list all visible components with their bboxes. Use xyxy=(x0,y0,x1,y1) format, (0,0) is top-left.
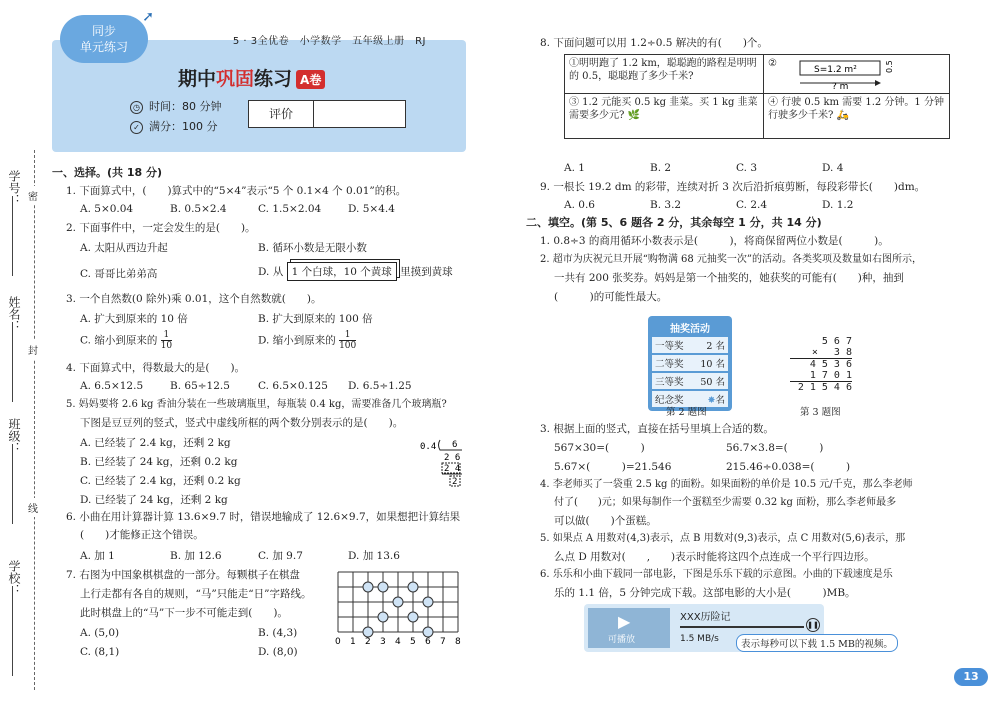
q8-case2 xyxy=(764,55,950,94)
q2-text: 2. 下面事件中，一定会发生的是( )。 xyxy=(66,222,256,234)
board-x-label: 1 xyxy=(350,637,356,647)
badge-line1: 同步 xyxy=(91,24,116,38)
fold-mark-feng: 封 xyxy=(28,340,38,359)
time-text: 时间：80 分钟 xyxy=(149,100,222,113)
q9-option-d[interactable]: D. 1.2 xyxy=(822,199,854,211)
class-label: 班级： xyxy=(7,418,21,454)
scooter-icon: 🛵 xyxy=(836,110,850,121)
q1-option-b[interactable]: B. 0.5×2.4 xyxy=(170,203,227,215)
height-label: 0.5 m xyxy=(885,57,895,73)
q2-d-prefix: D. 从 xyxy=(258,266,284,278)
chives-icon: 🌿 xyxy=(627,110,641,121)
q3-c-prefix: C. 缩小到原来的 xyxy=(80,334,158,347)
page-title xyxy=(178,64,325,91)
score-text: 满分：100 分 xyxy=(149,120,218,133)
area-label: S=1.2 m² xyxy=(814,65,857,75)
chess-piece xyxy=(423,627,433,637)
q4-text: 4. 下面算式中，得数最大的是( )。 xyxy=(66,362,246,374)
q6-option-d[interactable]: D. 加 13.6 xyxy=(348,550,400,562)
q5-division-figure xyxy=(418,436,464,488)
q5-option-b[interactable]: B. 已经装了 24 kg，还剩 0.2 kg xyxy=(80,456,238,468)
quotient: 6 xyxy=(452,440,458,450)
chess-board xyxy=(328,566,470,654)
board-x-label: 2 xyxy=(365,637,371,647)
board-x-label: 3 xyxy=(380,637,386,647)
q5-option-a[interactable]: A. 已经装了 2.4 kg，还剩 2 kg xyxy=(80,437,231,449)
lottery-row: 二等奖 10 名 xyxy=(652,355,728,371)
section1-title: 一、选择。(共 18 分) xyxy=(52,166,163,179)
star-icon: ✸ xyxy=(707,395,716,406)
section2-title: 二、填空。(第 5、6 题各 2 分，其余每空 1 分，共 14 分) xyxy=(526,216,822,229)
remainder: 2 xyxy=(452,477,458,487)
name-label: 姓名： xyxy=(7,296,21,332)
partial-product: 2 4 xyxy=(444,464,461,474)
q9-option-a[interactable]: A. 0.6 xyxy=(564,199,595,211)
q7-line1: 7. 右图为中国象棋棋盘的一部分。每颗棋子在棋盘 xyxy=(66,569,300,581)
q5-line2: 下图是豆豆列的竖式，竖式中虚线所框的两个数分别表示的是( )。 xyxy=(80,417,404,429)
lottery-row: 三等奖 50 名 xyxy=(652,373,728,389)
lottery-row: 一等奖 2 名 xyxy=(652,337,728,353)
f3-eq3[interactable]: 5.67×( )=21.546 xyxy=(554,461,672,473)
q8-option-b[interactable]: B. 2 xyxy=(650,162,672,174)
f2-line3: ( )的可能性最大。 xyxy=(554,291,668,303)
q4-option-d[interactable]: D. 6.5÷1.25 xyxy=(348,380,412,392)
q3-d-prefix: D. 缩小到原来的 xyxy=(258,334,336,347)
class-blank[interactable] xyxy=(12,444,13,524)
q9-option-c[interactable]: C. 2.4 xyxy=(736,199,768,211)
q5-line1: 5. 妈妈要将 2.6 kg 香油分装在一些玻璃瓶里，每瓶装 0.4 kg，需要准备几个玻璃瓶? xyxy=(66,399,447,410)
right-page xyxy=(500,0,1000,708)
q3-option-c[interactable] xyxy=(80,330,172,351)
q1-option-c[interactable]: C. 1.5×2.04 xyxy=(258,203,322,215)
f6-line2: 乐的 1.1 倍，5 分钟完成下载。这部电影的大小是( )MB。 xyxy=(554,587,856,599)
f3-eq2[interactable]: 56.7×3.8=( ) xyxy=(726,442,824,454)
q8-case4 xyxy=(764,94,950,139)
q4-option-c[interactable]: C. 6.5×0.125 xyxy=(258,380,328,392)
q8-option-c[interactable]: C. 3 xyxy=(736,162,758,174)
board-x-label: 0 xyxy=(335,637,341,647)
board-x-label: 5 xyxy=(410,637,416,647)
rating-field[interactable] xyxy=(314,101,405,127)
q3-option-b[interactable]: B. 扩大到原来的 100 倍 xyxy=(258,313,373,325)
q7-line2: 上行走都有各自的规则，“马”只能走“日”字路线。 xyxy=(80,588,312,600)
speed-note: 表示每秒可以下载 1.5 MB的视频。 xyxy=(736,634,898,652)
q7-option-d[interactable]: D. (8,0) xyxy=(258,646,298,658)
lottery-panel xyxy=(648,316,732,411)
vm-line: 5 6 7 xyxy=(821,336,852,347)
title-part2: 巩固 xyxy=(216,68,255,90)
q3-d-fraction: $\frac{1}{100}$ xyxy=(339,330,357,351)
f1-text: 1. 0.8÷3 的商用循环小数表示是( )，将商保留两位小数是( )。 xyxy=(540,235,889,247)
lottery-caption: 第 2 题图 xyxy=(666,407,707,418)
chess-piece xyxy=(363,627,373,637)
q4-option-a[interactable]: A. 6.5×12.5 xyxy=(80,380,144,392)
board-x-label: 8 xyxy=(455,637,461,647)
q3-text: 3. 一个自然数(0 除外)乘 0.01，这个自然数就( )。 xyxy=(66,293,322,305)
chess-piece xyxy=(363,582,373,592)
q3-option-d[interactable] xyxy=(258,330,356,351)
binding-dashed-line xyxy=(34,150,35,690)
q8-case4-text: ④ 行驶 0.5 km 需要 1.2 分钟。1 分钟行驶多少千米? xyxy=(768,97,944,121)
student-id-label: 学号： xyxy=(7,170,21,206)
rocket-icon: ➚ xyxy=(142,9,154,25)
q2-option-b[interactable]: B. 循环小数是无限小数 xyxy=(258,242,367,254)
f4-line1: 4. 李老师买了一袋重 2.5 kg 的面粉。如果面粉的单价是 10.5 元/千克，那么李老师 xyxy=(540,479,913,490)
chess-piece xyxy=(408,582,418,592)
q2-option-a[interactable]: A. 太阳从西边升起 xyxy=(80,242,168,254)
progress-track[interactable] xyxy=(680,626,804,628)
q7-option-c[interactable]: C. (8,1) xyxy=(80,646,120,658)
q8-case2-num: ② xyxy=(768,58,777,69)
f3-eq1[interactable]: 567×30=( ) xyxy=(554,442,645,454)
board-x-label: 6 xyxy=(425,637,431,647)
vm-line: 4 5 3 6 xyxy=(809,359,852,370)
rating-label: 评价 xyxy=(249,101,314,127)
q6-line1: 6. 小曲在用计算器计算 13.6×9.7 时，错误地输成了 12.6×9.7，如果想把计算结果 xyxy=(66,511,461,523)
name-blank[interactable] xyxy=(12,322,13,402)
q8-grid xyxy=(564,54,950,139)
vm-line: × 3 8 xyxy=(790,347,852,359)
q3-option-a[interactable]: A. 扩大到原来的 10 倍 xyxy=(80,313,188,325)
board-x-label: 4 xyxy=(395,637,401,647)
q9-text: 9. 一根长 19.2 dm 的彩带，连续对折 3 次后沿折痕剪断，每段彩带长( )dm。 xyxy=(540,181,926,193)
q7-option-b[interactable]: B. (4,3) xyxy=(258,627,298,639)
pause-icon[interactable]: ❚❚ xyxy=(806,618,820,632)
q5-option-c[interactable]: C. 已经装了 2.4 kg，还剩 0.2 kg xyxy=(80,475,241,487)
q1-option-a[interactable]: A. 5×0.04 xyxy=(80,203,134,215)
f2-line1: 2. 超市为庆祝元旦开展“购物满 68 元抽奖一次”的活动。各类奖项及数量如右图所示， xyxy=(540,254,923,265)
chess-piece xyxy=(393,597,403,607)
binding-margin xyxy=(0,0,50,708)
q6-option-a[interactable]: A. 加 1 xyxy=(80,550,115,562)
f4-line3: 可以做( )个蛋糕。 xyxy=(554,515,657,527)
q8-option-d[interactable]: D. 4 xyxy=(822,162,844,174)
clock-icon: ◷ xyxy=(130,101,143,114)
q5-option-d[interactable]: D. 已经装了 24 kg，还剩 2 kg xyxy=(80,494,228,506)
play-icon[interactable]: ▶ xyxy=(618,612,631,631)
f5-line1: 5. 如果点 A 用数对(4,3)表示，点 B 用数对(9,3)表示，点 C 用数对(5,6)表示，那 xyxy=(540,533,906,544)
video-title: XXX历险记 xyxy=(680,612,731,623)
lottery-title: 抽奖活动 xyxy=(670,324,710,335)
chess-piece xyxy=(378,612,388,622)
f5-line2: 么点 D 用数对( , )表示时能将这四个点连成一个平行四边形。 xyxy=(554,551,875,563)
divisor: 0.4 xyxy=(420,442,437,452)
lottery-row: 纪念奖 ✸名 xyxy=(652,391,728,407)
q3-c-fraction: $\frac{1}{10}$ xyxy=(160,330,173,351)
unit-badge xyxy=(60,9,154,63)
f2-line2: 一共有 200 张奖券。妈妈是第一个抽奖的，她获奖的可能有( )种，抽到 xyxy=(554,272,904,284)
rating-box xyxy=(248,100,406,128)
q1-option-d[interactable]: D. 5×4.4 xyxy=(348,203,395,215)
score-info xyxy=(130,118,218,134)
download-speed: 1.5 MB/s xyxy=(680,634,719,644)
q2-d-suffix: 里摸到黄球 xyxy=(400,266,453,278)
video-thumbnail xyxy=(588,608,670,648)
chess-piece xyxy=(408,612,418,622)
q8-option-a[interactable]: A. 1 xyxy=(564,162,585,174)
q6-option-c[interactable]: C. 加 9.7 xyxy=(258,550,303,562)
school-blank[interactable] xyxy=(12,586,13,676)
q2-option-c[interactable]: C. 哥哥比弟弟高 xyxy=(80,268,158,280)
board-x-label: 7 xyxy=(440,637,446,647)
q2-option-d[interactable] xyxy=(258,262,453,281)
header-banner xyxy=(52,9,466,152)
vm-line: 2 1 5 4 6 xyxy=(797,382,852,393)
fold-mark-xian: 线 xyxy=(28,498,38,517)
q4-option-b[interactable]: B. 65÷12.5 xyxy=(170,380,230,392)
width-label: ? m xyxy=(832,82,849,91)
book-meta: 5 · 3全优卷 小学数学 五年级上册 RJ xyxy=(232,36,426,47)
q8-case1: ①明明跑了 1.2 km，聪聪跑的路程是明明的 0.5，聪聪跑了多少千米? xyxy=(565,55,764,94)
badge-line2: 单元练习 xyxy=(79,40,128,54)
f3-text: 3. 根据上面的竖式，直接在括号里填上合适的数。 xyxy=(540,423,774,435)
rectangle-figure xyxy=(780,57,930,91)
chess-piece xyxy=(378,582,388,592)
vertical-multiplication xyxy=(790,336,852,393)
check-icon: ✓ xyxy=(130,121,143,134)
q8-case3-text: ③ 1.2 元能买 0.5 kg 韭菜。买 1 kg 韭菜需要多少元? xyxy=(569,97,758,121)
chess-piece xyxy=(423,597,433,607)
dividend: 2 6 xyxy=(444,453,461,463)
title-tag: A卷 xyxy=(296,70,325,89)
playable-label: 可播放 xyxy=(608,635,636,645)
school-label: 学校： xyxy=(7,560,21,596)
q8-case3 xyxy=(565,94,764,139)
q7-option-a[interactable]: A. (5,0) xyxy=(80,627,120,639)
title-part1: 期中 xyxy=(178,68,217,90)
vertical-caption: 第 3 题图 xyxy=(800,407,841,418)
ball-box: 1 个白球，10 个黄球 xyxy=(287,262,397,281)
f4-line2: 付了( )元；如果每制作一个蛋糕至少需要 0.32 kg 面粉，那么李老师最多 xyxy=(554,497,897,508)
student-id-blank[interactable] xyxy=(12,196,13,276)
page-number: 13 xyxy=(954,668,988,686)
title-part3: 练习 xyxy=(254,68,293,90)
vm-line: 1 7 0 1 xyxy=(790,370,852,382)
f3-eq4[interactable]: 215.46÷0.038=( ) xyxy=(726,461,851,473)
q1-text: 1. 下面算式中，( )算式中的“5×4”表示“5 个 0.1×4 个 0.01”的积。 xyxy=(66,185,407,197)
q7-line3: 此时棋盘上的“马”下一步不可能走到( )。 xyxy=(80,607,288,619)
q9-option-b[interactable]: B. 3.2 xyxy=(650,199,682,211)
q8-text: 8. 下面问题可以用 1.2÷0.5 解决的有( )个。 xyxy=(540,37,768,49)
f6-line1: 6. 乐乐和小曲下载同一部电影，下图是乐乐下载的示意图。小曲的下载速度是乐 xyxy=(540,569,893,580)
q6-option-b[interactable]: B. 加 12.6 xyxy=(170,550,222,562)
time-info xyxy=(130,98,222,114)
fold-mark-mi: 密 xyxy=(28,186,38,205)
q6-line2: ( )才能修正这个错误。 xyxy=(80,529,204,541)
